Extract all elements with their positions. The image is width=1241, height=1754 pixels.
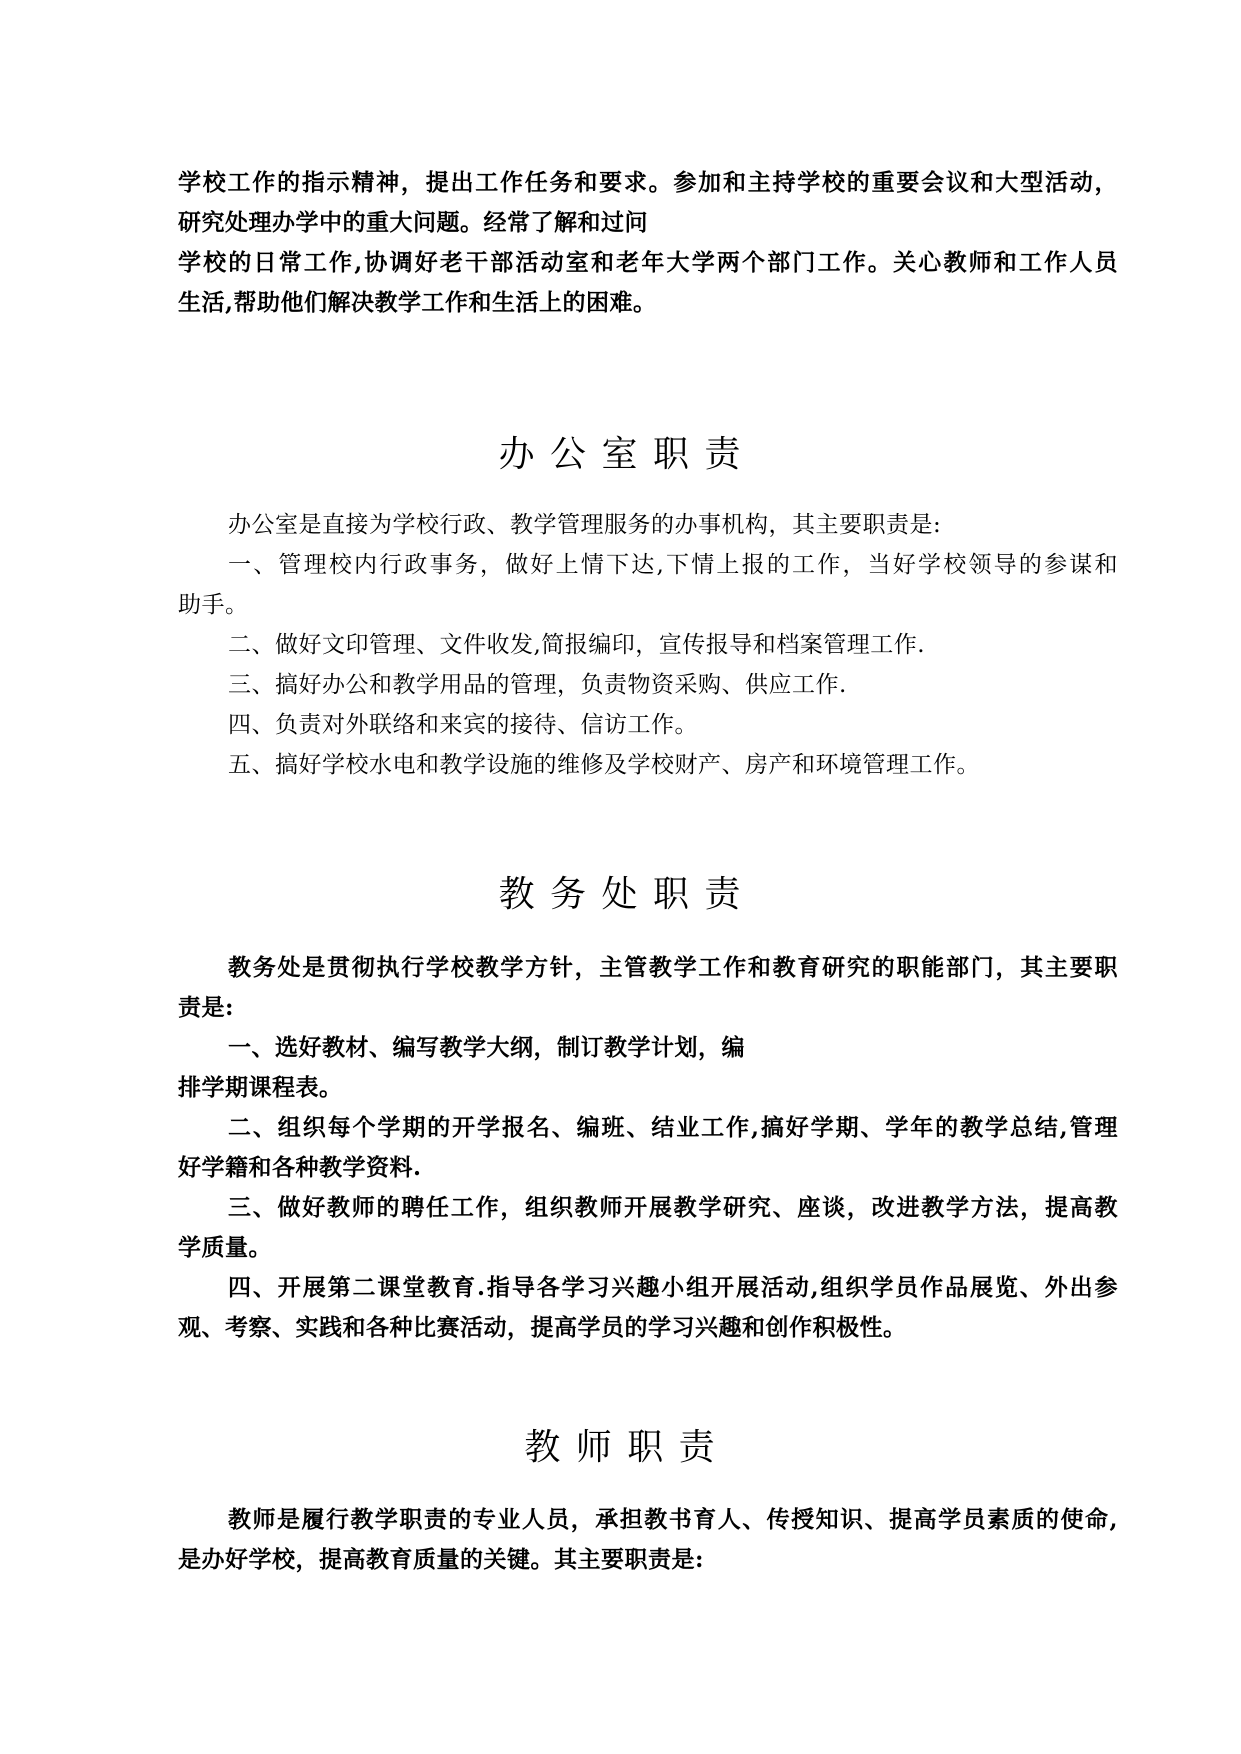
office-duty-line: 办公室是直接为学校行政、教学管理服务的办事机构，其主要职责是: [228,512,942,538]
teacher-duties-heading: 教 师 职 责 [524,1427,717,1468]
intro-paragraph [178,163,1118,323]
office-duties-section [178,505,1118,785]
academic-duty-line: 排学期课程表。 [178,1074,343,1101]
academic-duty-line: 一、选好教材、编写教学大纲，制订教学计划，编 [228,1034,745,1061]
office-duty-line: 助手。 [178,592,249,618]
academic-duty-line: 教务处是贯彻执行学校教学方针，主管教学工作和教育研究的职能部门，其主要职 [228,954,1118,981]
academic-affairs-heading: 教 务 处 职 责 [498,874,743,915]
intro-line: 研究处理办学中的重大问题。经常了解和过问 [178,209,648,236]
intro-line: 生活,帮助他们解决教学工作和生活上的困难。 [178,289,657,316]
intro-line: 学校的日常工作,协调好老干部活动室和老年大学两个部门工作。关心教师和工作人员 [178,249,1118,276]
academic-duty-line: 学质量。 [178,1234,272,1261]
teacher-duties-section [178,1500,1118,1580]
academic-duty-line: 三、做好教师的聘任工作，组织教师开展教学研究、座谈，改进教学方法，提高教 [228,1194,1118,1221]
academic-affairs-section [178,948,1118,1348]
office-duty-line: 五、搞好学校水电和教学设施的维修及学校财产、房产和环境管理工作。 [228,752,980,778]
office-duty-line: 四、负责对外联络和来宾的接待、信访工作。 [228,712,698,738]
office-duty-line: 二、做好文印管理、文件收发,简报编印，宣传报导和档案管理工作. [228,632,926,658]
academic-duty-line: 责是: [178,994,234,1021]
office-duty-line: 一、管理校内行政事务，做好上情下达,下情上报的工作，当好学校领导的参谋和 [228,552,1118,578]
academic-duty-line: 观、考察、实践和各种比赛活动，提高学员的学习兴趣和创作积极性。 [178,1314,907,1341]
teacher-duty-line: 是办好学校，提高教育质量的关键。其主要职责是: [178,1546,704,1573]
intro-line: 学校工作的指示精神，提出工作任务和要求。参加和主持学校的重要会议和大型活动， [178,169,1118,196]
academic-duty-line: 二、组织每个学期的开学报名、编班、结业工作,搞好学期、学年的教学总结,管理 [228,1114,1118,1141]
academic-duty-line: 四、开展第二课堂教育.指导各学习兴趣小组开展活动,组织学员作品展览、外出参 [228,1274,1118,1301]
academic-duty-line: 好学籍和各种教学资料. [178,1154,422,1181]
office-duties-heading: 办 公 室 职 责 [498,434,743,475]
office-duty-line: 三、搞好办公和教学用品的管理，负责物资采购、供应工作. [228,672,847,698]
teacher-duty-line: 教师是履行教学职责的专业人员，承担教书育人、传授知识、提高学员素质的使命, [228,1506,1118,1533]
